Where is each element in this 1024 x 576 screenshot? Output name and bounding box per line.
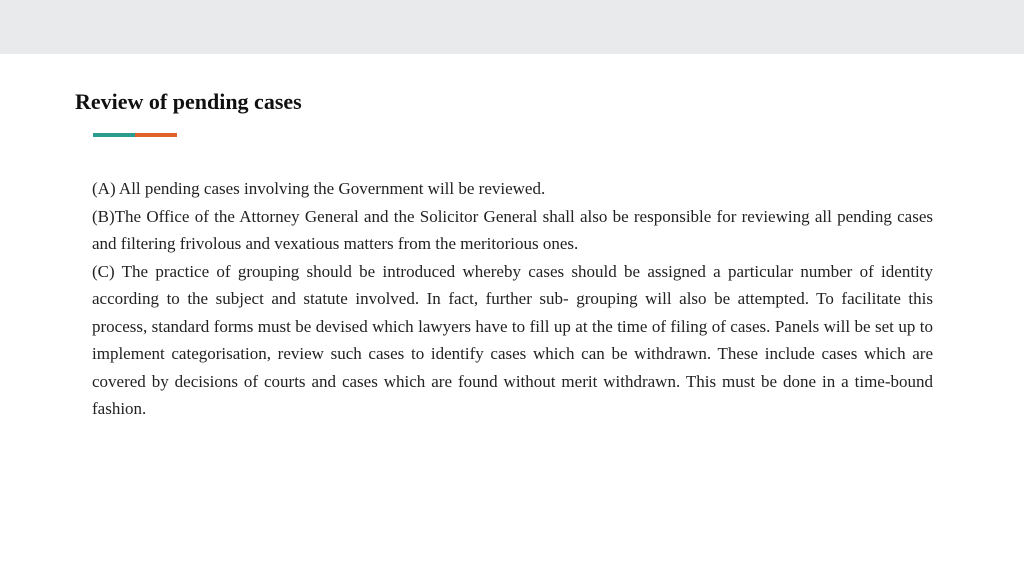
slide-body — [92, 175, 933, 423]
accent-bar-teal-segment — [93, 133, 135, 137]
title-accent-bar — [93, 133, 177, 137]
top-header-band — [0, 0, 1024, 54]
slide-title: Review of pending cases — [75, 89, 302, 114]
paragraph-a: (A) All pending cases involving the Government will be reviewed. — [92, 179, 546, 198]
paragraph-c: (C) The practice of grouping should be introduced whereby cases should be assigned a particular number of identity according to the subject and statute involved. In fact, further sub- grouping will also be attempted. To facilitate this process, standard forms must be devised which lawyers have to fill up at the time of filing of cases. Panels will be set up to implement categorisation, review such cases to identify cases which can be withdrawn. These include cases which are covered by decisions of courts and cases which are found without merit withdrawn. This must be done in a time-bound fashion. — [92, 261, 933, 418]
paragraph-b: (B)The Office of the Attorney General and the Solicitor General shall also be responsible for reviewing all pending cases and filtering frivolous and vexatious matters from the meritorious ones. — [92, 206, 933, 253]
accent-bar-orange-segment — [135, 133, 177, 137]
